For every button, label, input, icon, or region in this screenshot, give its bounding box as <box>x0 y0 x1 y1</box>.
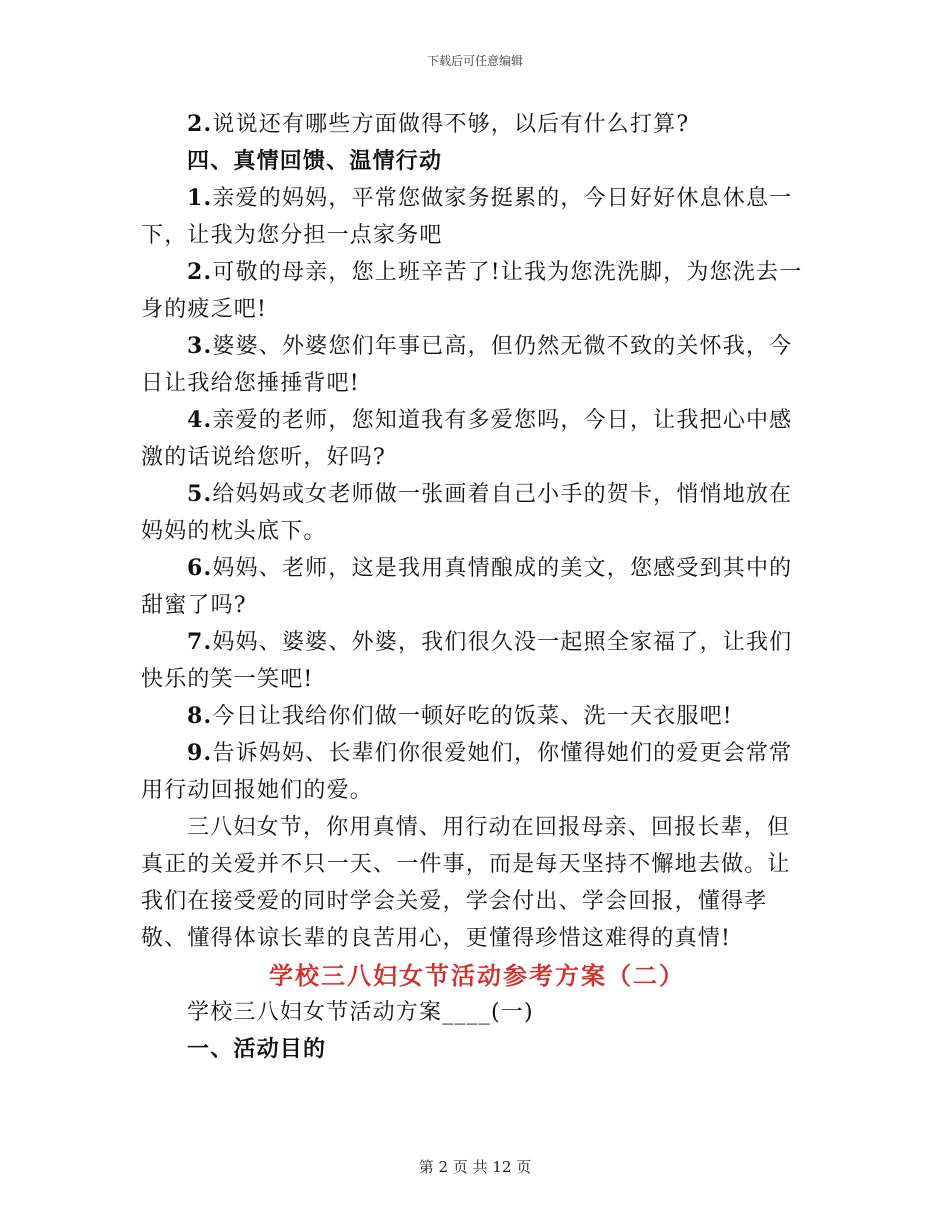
item-number: 1. <box>187 185 213 211</box>
list-item <box>141 624 813 698</box>
question-2 <box>141 106 813 143</box>
item-text: 说说还有哪些方面做得不够，以后有什么打算? <box>212 112 690 137</box>
list-item <box>141 328 813 402</box>
item-number: 7. <box>187 629 213 655</box>
closing-paragraph: 三八妇女节，你用真情、用行动在回报母亲、回报长辈，但真正的关爱并不只一天、一件事，而是每天坚持不懈地去做。让我们在接受爱的同时学会关爱，学会付出、学会回报，懂得孝敬、懂得体谅长辈的良苦用心，更懂得珍惜这难得的真情! <box>141 815 791 951</box>
list-item <box>141 550 813 624</box>
list-item <box>141 180 813 254</box>
page-footer: 第 2 页 共 12 页 <box>418 1158 532 1176</box>
item-text: 今日让我给你们做一顿好吃的饭菜、洗一天衣服吧! <box>212 704 733 729</box>
section-4-heading: 四、真情回馈、温情行动 <box>187 148 443 174</box>
item-number: 2. <box>187 111 213 137</box>
list-item <box>141 476 813 550</box>
plan-subtitle: 学校三八妇女节活动方案____(一) <box>187 1000 534 1025</box>
item-text: 婆婆、外婆您们年事已高，但仍然无微不致的关怀我，今日让我给您捶捶背吧! <box>141 334 793 396</box>
item-number: 2. <box>187 259 213 285</box>
item-text: 给妈妈或女老师做一张画着自己小手的贺卡，悄悄地放在妈妈的枕头底下。 <box>141 482 793 544</box>
item-number: 9. <box>187 740 213 766</box>
item-text: 可敬的母亲，您上班辛苦了!让我为您洗洗脚，为您洗去一身的疲乏吧! <box>141 260 803 322</box>
item-text: 妈妈、婆婆、外婆，我们很久没一起照全家福了，让我们快乐的笑一笑吧! <box>141 630 793 692</box>
item-text: 告诉妈妈、长辈们你很爱她们，你懂得她们的爱更会常常用行动回报她们的爱。 <box>141 741 793 803</box>
section-1-heading: 一、活动目的 <box>187 1036 327 1062</box>
item-number: 3. <box>187 333 213 359</box>
list-item <box>141 698 813 735</box>
document-body <box>141 106 813 1068</box>
item-number: 4. <box>187 407 213 433</box>
item-number: 5. <box>187 481 213 507</box>
section-title-red: 学校三八妇女节活动参考方案（二） <box>269 961 685 990</box>
list-item <box>141 735 813 809</box>
item-text: 亲爱的老师，您知道我有多爱您吗，今日，让我把心中感激的话说给您听，好吗? <box>141 408 793 470</box>
list-item <box>141 402 813 476</box>
list-item <box>141 254 813 328</box>
item-text: 妈妈、老师，这是我用真情酿成的美文，您感受到其中的甜蜜了吗? <box>141 556 793 618</box>
item-text: 亲爱的妈妈，平常您做家务挺累的，今日好好休息休息一下，让我为您分担一点家务吧 <box>141 186 793 248</box>
item-number: 6. <box>187 555 213 581</box>
header-note: 下载后可任意编辑 <box>426 54 523 68</box>
item-number: 8. <box>187 703 213 729</box>
